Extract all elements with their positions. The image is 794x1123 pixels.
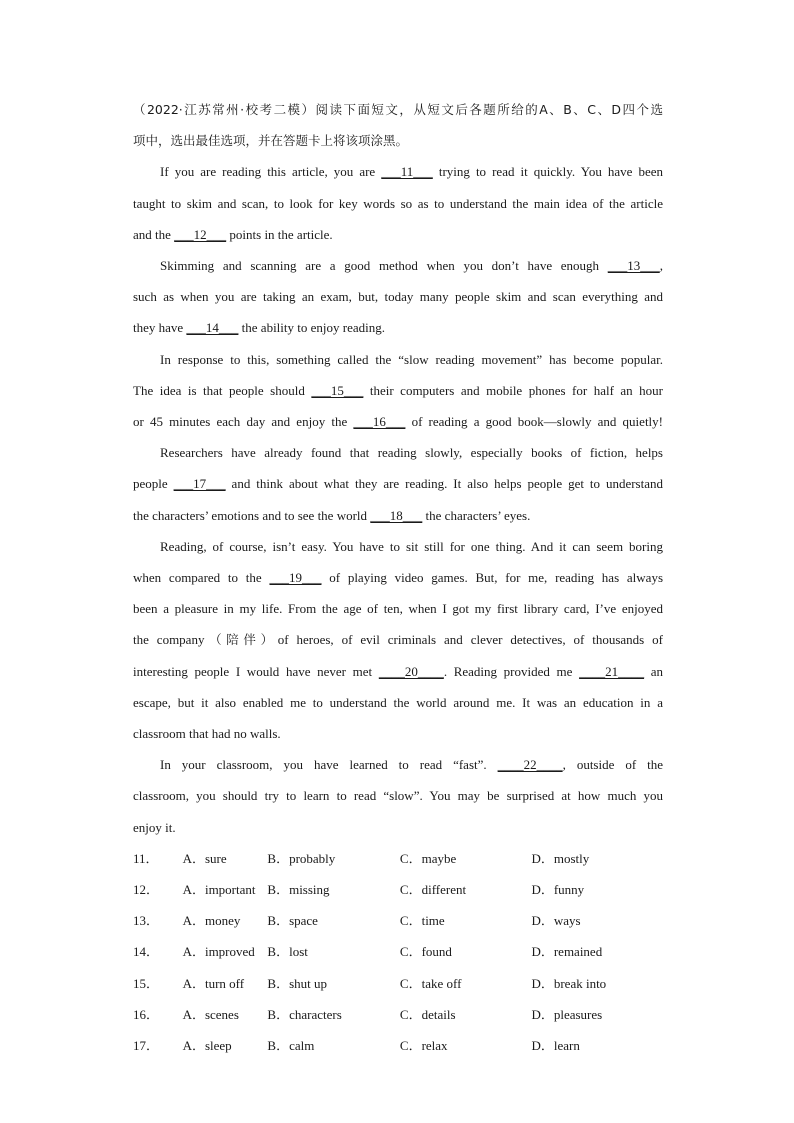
p1-line-1: If you are reading this article, you are ___11___ trying to read it quickly. You have been: [160, 164, 664, 180]
option-b[interactable]: B．shut up: [267, 975, 327, 991]
option-b[interactable]: B．probably: [267, 850, 336, 866]
options-row-14: [133, 936, 663, 967]
option-a[interactable]: A．turn off: [182, 975, 245, 991]
options-row-17: [133, 1030, 663, 1061]
option-d[interactable]: D．mostly: [531, 850, 590, 866]
p5-line-2: when compared to the ___19___ of playing video games. But, for me, reading has always: [133, 570, 664, 586]
p3-line-2: The idea is that people should ___15___ their computers and mobile phones for half an hour: [133, 382, 663, 398]
p4-line-2: people ___17___ and think about what they are reading. It also helps people get to understand: [133, 476, 664, 492]
option-b[interactable]: B．calm: [267, 1038, 315, 1054]
p1-line-3: and the ___12___ points in the article.: [133, 226, 333, 242]
p6-line-1: In your classroom, you have learned to read “fast”. ____22____, outside of the: [160, 757, 664, 773]
option-c[interactable]: C．details: [399, 1006, 456, 1022]
instructions-line-2: 项中，选出最佳选项，并在答题卡上将该项涂黑。: [133, 133, 409, 149]
question-number: 14．: [133, 944, 160, 960]
options-list: [133, 843, 663, 1061]
blank-18: ___18___: [370, 507, 423, 523]
option-b[interactable]: B．missing: [267, 882, 330, 898]
blank-20: ____20____: [378, 663, 444, 679]
blank-11: ___11___: [381, 164, 433, 180]
p3-line-1: In response to this, something called the “slow reading movement” has become popular.: [160, 351, 663, 367]
p6-line-2: classroom, you should try to learn to read “slow”. You may be surprised at how much you: [133, 788, 663, 804]
option-d[interactable]: D．ways: [531, 913, 581, 929]
blank-14: ___14___: [186, 320, 239, 336]
question-number: 15．: [133, 975, 160, 991]
option-c[interactable]: C．time: [399, 913, 445, 929]
p2-line-3: they have ___14___ the ability to enjoy reading.: [133, 320, 385, 336]
question-number: 17．: [133, 1038, 160, 1054]
option-c[interactable]: C．relax: [399, 1038, 448, 1054]
option-c[interactable]: C．different: [399, 882, 467, 898]
blank-12: ___12___: [174, 226, 227, 242]
options-row-16: [133, 999, 663, 1030]
question-number: 13．: [133, 913, 160, 929]
p2-line-2: such as when you are taking an exam, but, today many people skim and scan everything and: [133, 289, 663, 305]
option-b[interactable]: B．space: [267, 913, 318, 929]
option-c[interactable]: C．take off: [399, 975, 462, 991]
p5-line-1: Reading, of course, isn’t easy. You have to sit still for one thing. And it can seem boring: [160, 538, 663, 554]
option-a[interactable]: A．improved: [182, 944, 255, 960]
option-b[interactable]: B．lost: [267, 944, 308, 960]
blank-21: ____21____: [579, 663, 645, 679]
document-page: [133, 94, 663, 1061]
options-row-11: [133, 843, 663, 874]
blank-16: ___16___: [353, 414, 406, 430]
option-c[interactable]: C．found: [399, 944, 452, 960]
blank-15: ___15___: [311, 382, 364, 398]
blank-17: ___17___: [173, 476, 226, 492]
p4-line-3: the characters’ emotions and to see the world ___18___ the characters’ eyes.: [133, 507, 531, 523]
option-a[interactable]: A．sure: [182, 850, 227, 866]
question-number: 12．: [133, 882, 160, 898]
p5-line-5: interesting people I would have never met ____20____. Reading provided me ____21____ an: [133, 663, 663, 679]
p2-line-1: Skimming and scanning are a good method when you don’t have enough ___13___,: [160, 258, 663, 274]
option-a[interactable]: A．important: [182, 882, 256, 898]
blank-13: ___13___: [607, 258, 660, 274]
option-a[interactable]: A．scenes: [182, 1006, 239, 1022]
options-row-15: [133, 968, 663, 999]
option-d[interactable]: D．remained: [531, 944, 603, 960]
instructions-line-1: （2022·江苏常州·校考二模）阅读下面短文，从短文后各题所给的A、B、C、D四个选: [133, 102, 663, 117]
option-a[interactable]: A．money: [182, 913, 241, 929]
p4-line-1: Researchers have already found that reading slowly, especially books of fiction, helps: [160, 445, 663, 461]
option-a[interactable]: A．sleep: [182, 1038, 232, 1054]
option-d[interactable]: D．break into: [531, 975, 607, 991]
question-number: 11．: [133, 850, 159, 866]
option-d[interactable]: D．learn: [531, 1038, 580, 1054]
blank-22: ____22____: [497, 757, 563, 773]
blank-19: ___19___: [269, 570, 322, 586]
option-b[interactable]: B．characters: [267, 1006, 342, 1022]
question-number: 16．: [133, 1006, 160, 1022]
option-c[interactable]: C．maybe: [399, 850, 457, 866]
p5-line-4: the company（陪伴）of heroes, of evil criminals and clever detectives, of thousands of: [133, 632, 663, 648]
p1-line-2: taught to skim and scan, to look for key words so as to understand the main idea of the article: [133, 195, 663, 211]
option-d[interactable]: D．funny: [531, 882, 585, 898]
options-row-13: [133, 905, 663, 936]
p5-line-3: been a pleasure in my life. From the age of ten, when I got my first library card, I’ve enjoyed: [133, 601, 663, 617]
p5-line-6: escape, but it also enabled me to understand the world around me. It was an education in a: [133, 694, 663, 710]
options-row-12: [133, 874, 663, 905]
option-d[interactable]: D．pleasures: [531, 1006, 603, 1022]
p3-line-3: or 45 minutes each day and enjoy the ___16___ of reading a good book—slowly and quietly!: [133, 414, 663, 430]
p5-line-7: classroom that had no walls.: [133, 726, 281, 742]
p6-line-3: enjoy it.: [133, 819, 176, 835]
